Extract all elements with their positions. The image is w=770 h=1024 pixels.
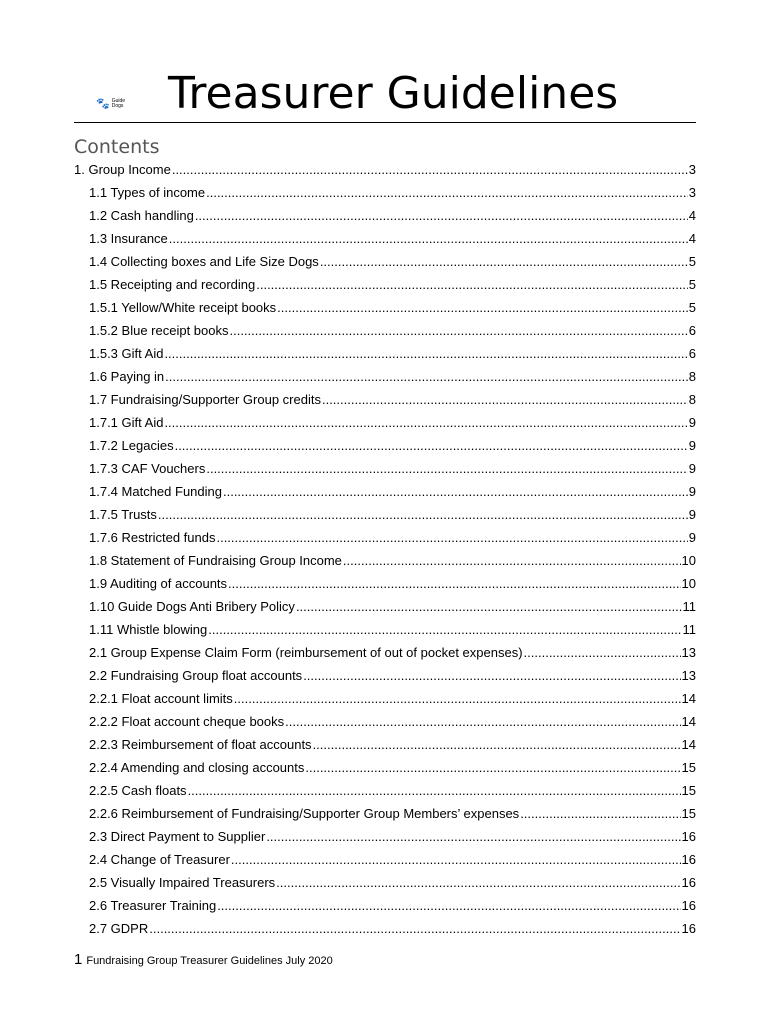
toc-entry-label: 2.4 Change of Treasurer <box>89 852 230 867</box>
toc-entry-page: 9 <box>688 530 696 545</box>
toc-entry[interactable] <box>74 733 696 756</box>
toc-entry-page: 6 <box>688 323 696 338</box>
toc-dot-leader <box>256 277 688 293</box>
toc-entry[interactable] <box>74 595 696 618</box>
toc-dot-leader <box>206 185 688 201</box>
toc-entry[interactable] <box>74 480 696 503</box>
toc-entry-label: 1.8 Statement of Fundraising Group Income <box>89 553 342 568</box>
toc-entry[interactable] <box>74 434 696 457</box>
toc-entry[interactable] <box>74 802 696 825</box>
toc-entry-page: 14 <box>681 691 696 706</box>
toc-entry-label: 2.2.1 Float account limits <box>89 691 233 706</box>
toc-dot-leader <box>158 507 688 523</box>
toc-entry-label: 1.11 Whistle blowing <box>89 622 208 637</box>
toc-entry[interactable] <box>74 779 696 802</box>
toc-dot-leader <box>520 806 680 822</box>
footer-text: Fundraising Group Treasurer Guidelines July 2020 <box>86 955 333 967</box>
toc-dot-leader <box>216 530 687 546</box>
toc-entry-label: 1.5.1 Yellow/White receipt books <box>89 300 277 315</box>
toc-entry-label: 2.2.2 Float account cheque books <box>89 714 285 729</box>
toc-dot-leader <box>169 231 688 247</box>
toc-entry[interactable] <box>74 894 696 917</box>
toc-entry[interactable] <box>74 273 696 296</box>
toc-entry-page: 13 <box>681 668 696 683</box>
toc-entry-page: 4 <box>688 208 696 223</box>
toc-entry-label: 2.2.3 Reimbursement of float accounts <box>89 737 312 752</box>
toc-entry-page: 8 <box>688 392 696 407</box>
table-of-contents <box>74 158 696 940</box>
toc-entry[interactable] <box>74 342 696 365</box>
toc-entry-label: 2.2 Fundraising Group float accounts <box>89 668 303 683</box>
toc-entry[interactable] <box>74 181 696 204</box>
toc-entry-label: 2.5 Visually Impaired Treasurers <box>89 875 276 890</box>
toc-dot-leader <box>223 484 688 500</box>
toc-entry[interactable] <box>74 227 696 250</box>
toc-entry-label: 1.3 Insurance <box>89 231 168 246</box>
paw-icon: 🐾 <box>96 97 110 110</box>
toc-entry-label: 2.1 Group Expense Claim Form (reimbursement of out of pocket expenses) <box>89 645 523 660</box>
toc-entry-label: 1.7.1 Gift Aid <box>89 415 164 430</box>
toc-entry-label: 1. Group Income <box>74 162 171 177</box>
toc-entry-page: 9 <box>688 484 696 499</box>
footer-page-number: 1 <box>74 951 83 968</box>
guide-dogs-logo <box>96 98 125 109</box>
toc-dot-leader <box>195 208 688 224</box>
toc-entry-page: 5 <box>688 277 696 292</box>
toc-dot-leader <box>305 760 680 776</box>
toc-dot-leader <box>266 829 680 845</box>
toc-entry-page: 4 <box>688 231 696 246</box>
toc-entry[interactable] <box>74 641 696 664</box>
toc-entry[interactable] <box>74 526 696 549</box>
toc-dot-leader <box>343 553 681 569</box>
toc-entry-label: 1.7.2 Legacies <box>89 438 174 453</box>
toc-dot-leader <box>276 875 680 891</box>
toc-entry[interactable] <box>74 825 696 848</box>
toc-entry-page: 16 <box>681 898 696 913</box>
toc-dot-leader <box>313 737 681 753</box>
toc-entry-label: 1.6 Paying in <box>89 369 165 384</box>
toc-dot-leader <box>229 323 687 339</box>
toc-entry-page: 15 <box>681 806 696 821</box>
toc-entry-label: 1.7.3 CAF Vouchers <box>89 461 206 476</box>
page-title: Treasurer Guidelines <box>168 68 619 119</box>
logo-text <box>112 99 125 109</box>
toc-entry[interactable] <box>74 250 696 273</box>
toc-entry-label: 1.10 Guide Dogs Anti Bribery Policy <box>89 599 295 614</box>
toc-entry-page: 14 <box>681 737 696 752</box>
toc-dot-leader <box>217 898 680 914</box>
toc-dot-leader <box>164 415 687 431</box>
contents-heading: Contents <box>74 136 160 158</box>
toc-dot-leader <box>524 645 681 661</box>
toc-entry[interactable] <box>74 572 696 595</box>
toc-entry-page: 11 <box>682 599 696 614</box>
toc-entry-page: 10 <box>681 553 696 568</box>
toc-entry-label: 2.2.4 Amending and closing accounts <box>89 760 305 775</box>
toc-dot-leader <box>188 783 681 799</box>
toc-entry[interactable] <box>74 687 696 710</box>
toc-entry-label: 2.3 Direct Payment to Supplier <box>89 829 266 844</box>
toc-entry-page: 9 <box>688 461 696 476</box>
toc-entry[interactable] <box>74 204 696 227</box>
toc-dot-leader <box>149 921 680 937</box>
toc-entry[interactable] <box>74 411 696 434</box>
toc-entry-page: 5 <box>688 300 696 315</box>
toc-entry-page: 9 <box>688 415 696 430</box>
toc-entry[interactable] <box>74 549 696 572</box>
toc-dot-leader <box>172 162 688 178</box>
toc-entry-label: 2.2.5 Cash floats <box>89 783 187 798</box>
toc-entry[interactable] <box>74 871 696 894</box>
logo-line-1: Guide <box>111 97 126 104</box>
toc-entry[interactable] <box>74 457 696 480</box>
toc-entry-label: 2.7 GDPR <box>89 921 149 936</box>
toc-entry-page: 15 <box>681 760 696 775</box>
toc-entry[interactable] <box>74 296 696 319</box>
toc-entry-label: 2.6 Treasurer Training <box>89 898 217 913</box>
toc-dot-leader <box>231 852 681 868</box>
toc-entry-label: 1.7.6 Restricted funds <box>89 530 216 545</box>
toc-entry-page: 8 <box>688 369 696 384</box>
toc-entry[interactable] <box>74 756 696 779</box>
toc-entry-label: 1.5.2 Blue receipt books <box>89 323 229 338</box>
toc-dot-leader <box>175 438 688 454</box>
toc-dot-leader <box>228 576 680 592</box>
toc-entry[interactable] <box>74 388 696 411</box>
toc-entry-page: 13 <box>681 645 696 660</box>
toc-entry[interactable] <box>74 917 696 940</box>
toc-entry-label: 1.2 Cash handling <box>89 208 194 223</box>
toc-entry-page: 3 <box>688 162 696 177</box>
toc-entry[interactable] <box>74 710 696 733</box>
toc-entry-page: 6 <box>688 346 696 361</box>
toc-entry-page: 10 <box>681 576 696 591</box>
toc-entry-label: 1.1 Types of income <box>89 185 206 200</box>
toc-entry-page: 3 <box>688 185 696 200</box>
toc-dot-leader <box>208 622 681 638</box>
toc-entry[interactable] <box>74 618 696 641</box>
toc-dot-leader <box>303 668 680 684</box>
toc-entry-label: 1.5.3 Gift Aid <box>89 346 164 361</box>
toc-entry-page: 5 <box>688 254 696 269</box>
toc-dot-leader <box>206 461 687 477</box>
toc-dot-leader <box>277 300 688 316</box>
toc-entry[interactable] <box>74 848 696 871</box>
toc-entry[interactable] <box>74 503 696 526</box>
toc-entry-page: 9 <box>688 438 696 453</box>
toc-entry-label: 1.7.4 Matched Funding <box>89 484 222 499</box>
toc-entry-page: 9 <box>688 507 696 522</box>
toc-entry-page: 16 <box>681 852 696 867</box>
toc-entry-page: 15 <box>681 783 696 798</box>
toc-entry[interactable] <box>74 365 696 388</box>
toc-dot-leader <box>164 346 687 362</box>
toc-entry-page: 16 <box>681 829 696 844</box>
toc-entry-label: 2.2.6 Reimbursement of Fundraising/Supporter Group Members’ expenses <box>89 806 520 821</box>
toc-entry-label: 1.7.5 Trusts <box>89 507 157 522</box>
toc-entry[interactable] <box>74 664 696 687</box>
toc-dot-leader <box>234 691 681 707</box>
page-footer <box>74 951 333 968</box>
toc-entry[interactable] <box>74 158 696 181</box>
toc-entry[interactable] <box>74 319 696 342</box>
toc-entry-label: 1.4 Collecting boxes and Life Size Dogs <box>89 254 319 269</box>
toc-entry-page: 14 <box>681 714 696 729</box>
toc-dot-leader <box>322 392 688 408</box>
toc-entry-label: 1.5 Receipting and recording <box>89 277 256 292</box>
toc-entry-page: 11 <box>682 622 696 637</box>
toc-entry-label: 1.9 Auditing of accounts <box>89 576 228 591</box>
toc-entry-label: 1.7 Fundraising/Supporter Group credits <box>89 392 321 407</box>
document-header <box>74 66 696 123</box>
toc-dot-leader <box>285 714 680 730</box>
logo-line-2: Dogs <box>111 102 124 109</box>
toc-dot-leader <box>296 599 682 615</box>
toc-dot-leader <box>320 254 688 270</box>
toc-entry-page: 16 <box>681 875 696 890</box>
toc-entry-page: 16 <box>681 921 696 936</box>
toc-dot-leader <box>165 369 688 385</box>
